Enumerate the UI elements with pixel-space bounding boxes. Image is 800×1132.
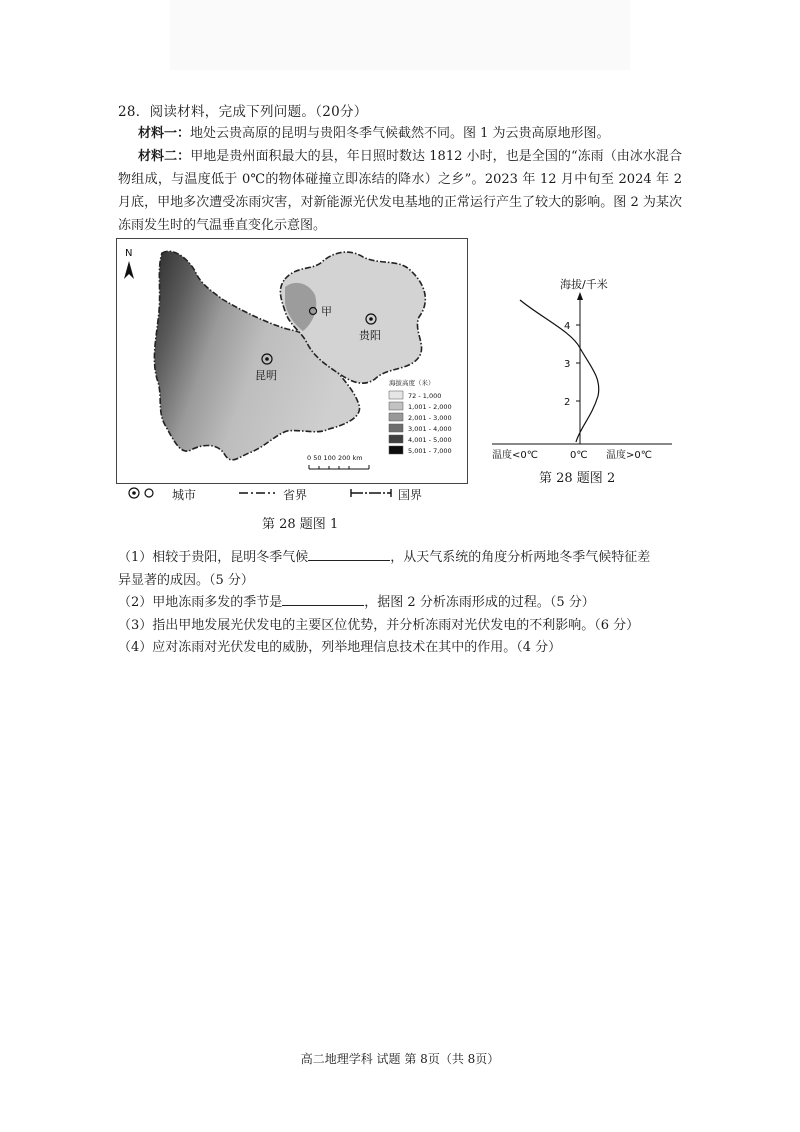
temperature-profile: [492, 270, 672, 470]
question-1-line-1: [118, 547, 688, 570]
north-label: N: [125, 248, 133, 259]
legend-swatch: [389, 446, 403, 454]
question-2: [118, 592, 688, 615]
city-symbol-icon: [128, 486, 158, 503]
page-footer: 高二地理学科 试题 第 8页（共 8页）: [300, 1052, 500, 1066]
y-tick-3: 3: [564, 359, 571, 370]
figure1-caption: 第 28 题图 1: [262, 517, 339, 532]
legend-item-label: 5,001 - 7,000: [408, 447, 452, 455]
city-jia-label: 甲: [321, 305, 332, 318]
legend-swatch: [389, 435, 403, 443]
question-1-line-2: 异显著的成因。（5 分）: [118, 572, 254, 588]
legend-swatch: [389, 391, 403, 399]
y-axis-label: 海拔/千米: [560, 278, 608, 291]
material-one-label: 材料一：: [138, 126, 191, 141]
x-label-below-zero: 温度<0℃: [492, 450, 538, 461]
legend-title: 海拔高度（米）: [389, 379, 435, 387]
temperature-profile-figure: [492, 270, 672, 470]
sub-questions: [118, 547, 688, 660]
question-header: 28．阅读材料，完成下列问题。（20分）: [118, 104, 368, 120]
elevation-legend: [389, 378, 452, 455]
scale-bar: [307, 454, 369, 469]
legend-item-label: 3,001 - 4,000: [408, 425, 452, 433]
y-tick-2: 2: [564, 397, 571, 408]
terrain-map: [117, 239, 467, 483]
material-two-text: 甲地是贵州面积最大的县，年日照时数达 1812 小时，也是全国的“冻雨（由冰水混合物组成，与温度低于 0℃的物体碰撞立即冻结的降水）之乡”。2023 年 12 月中旬至 2024 年 2 月底，甲地多次遭受冻雨灾害，对新能源光伏发电基地的正常运行产生了较大的影响。图 2 为某次冻雨发生时的气温垂直变化示意图。: [118, 149, 682, 233]
legend-swatch: [389, 424, 403, 432]
province-boundary-icon: [238, 486, 276, 503]
question-2-text-b: ，据图 2 分析冻雨形成的过程。（5 分）: [364, 595, 595, 610]
legend-city-label: 城市: [172, 488, 197, 502]
legend-item-label: 4,001 - 5,000: [408, 436, 452, 444]
material-one: [118, 122, 682, 145]
north-arrow: [124, 248, 134, 279]
question-3: （3）指出甲地发展光伏发电的主要区位优势，并分析冻雨对光伏发电的不利影响。（6 分）: [118, 617, 640, 633]
x-label-zero: 0℃: [570, 450, 588, 461]
temperature-curve: [520, 300, 599, 442]
figure2-caption: 第 28 题图 2: [539, 471, 616, 486]
terrain-map-figure: [116, 238, 468, 484]
legend-item-label: 72 - 1,000: [408, 392, 442, 400]
material-two-label: 材料二：: [138, 149, 191, 164]
material-two: [118, 145, 682, 237]
country-boundary-icon: [350, 486, 392, 503]
question-2-text-a: （2）甲地冻雨多发的季节是: [118, 595, 283, 610]
legend-swatch: [389, 402, 403, 410]
material-one-text: 地处云贵高原的昆明与贵阳冬季气候截然不同。图 1 为云贵高原地形图。: [190, 126, 610, 141]
y-tick-4: 4: [564, 321, 571, 332]
legend-province-label: 省界: [283, 488, 308, 502]
answer-blank-1[interactable]: [308, 547, 390, 561]
legend-item-label: 1,001 - 2,000: [408, 403, 452, 411]
scan-shadow: [170, 0, 630, 70]
city-guiyang-label: 贵阳: [359, 329, 381, 342]
question-1-text-a: （1）相较于贵阳，昆明冬季气候: [118, 550, 309, 565]
legend-item-label: 2,001 - 3,000: [408, 414, 452, 422]
x-label-above-zero: 温度>0℃: [606, 450, 652, 461]
question-1-text-b: ，从天气系统的角度分析两地冬季气候特征差: [390, 550, 651, 565]
legend-country-label: 国界: [398, 488, 423, 502]
city-kunming-label: 昆明: [255, 369, 277, 382]
question-4: （4）应对冻雨对光伏发电的威胁，列举地理信息技术在其中的作用。（4 分）: [118, 640, 562, 655]
legend-swatch: [389, 413, 403, 421]
scale-label: 0 50 100 200 km: [307, 454, 363, 462]
answer-blank-2[interactable]: [282, 592, 364, 606]
